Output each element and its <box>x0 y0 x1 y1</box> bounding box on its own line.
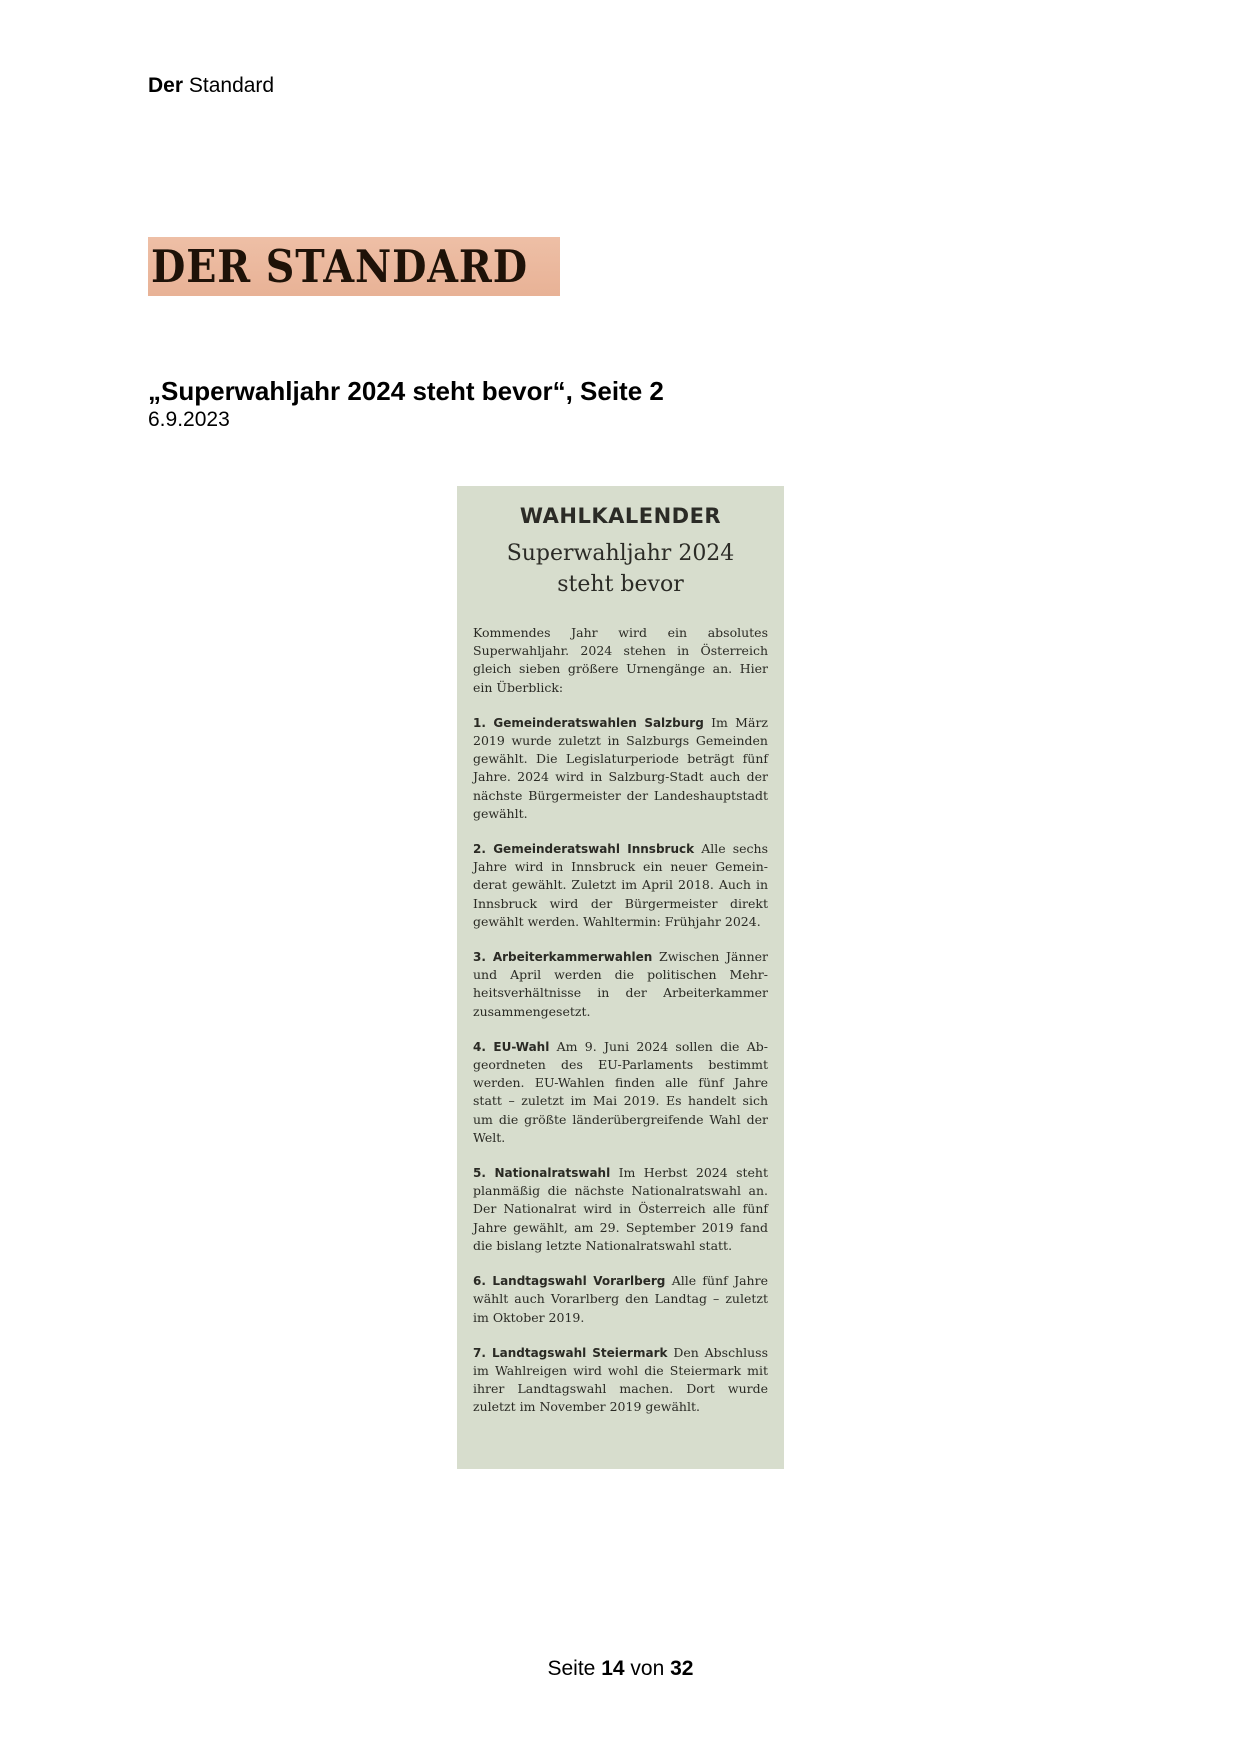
election-item-lead: 1. Gemeinderatswahlen Salzburg <box>473 715 704 730</box>
footer-middle: von <box>630 1657 665 1680</box>
election-item <box>473 1344 768 1417</box>
source-header <box>148 74 274 98</box>
election-item <box>473 948 768 1021</box>
election-item-lead: 4. EU-Wahl <box>473 1039 550 1054</box>
election-item-lead: 7. Landtagswahl Steiermark <box>473 1345 668 1360</box>
election-item-lead: 3. Arbeiterkammerwahlen <box>473 950 653 965</box>
article-title: „Superwahljahr 2024 steht bevor“, Seite 2 <box>148 376 664 406</box>
election-item-text: Im Herbst 2024 steht planmäßig die nächste Nationalratswahl an. Der Nationalrat wird in Österreich alle fünf Jahre gewählt, am 29. September 2019 fand die bislang letzte Nationalratswahl statt. <box>473 1165 768 1253</box>
election-item <box>473 714 768 823</box>
clipping-intro: Kommendes Jahr wird ein absolutes Superwahljahr. 2024 stehen in Österreich gleich sieben größere Urnengänge an. Hier ein Überblick: <box>473 625 768 695</box>
election-item <box>473 840 768 931</box>
election-item-text: Im März 2019 wurde zuletzt in Salzburgs Gemeinden gewählt. Die Legislaturperiode beträgt fünf Jahre. 2024 wird in Salzburg-Stadt auch der nächste Bürgermeister der Landeshauptstadt gewählt. <box>473 714 768 821</box>
footer-prefix: Seite <box>547 1657 596 1680</box>
election-item <box>473 1038 768 1147</box>
election-item-text: Alle sechs Jahre wird in Innsbruck ein neuer Gemeinderat gewählt. Zuletzt im April 2018. Auch in Innsbruck wird der Bürgermeister direkt gewählt werden. Wahltermin: Frühjahr 2024. <box>473 841 768 929</box>
election-item <box>473 1164 768 1255</box>
clipping-headline-line1: Superwahljahr 2024 <box>506 541 735 566</box>
source-name-bold: Der <box>148 74 184 97</box>
clipping-headline-line2: steht bevor <box>557 572 684 597</box>
clipping-kicker: WAHLKALENDER <box>519 504 722 528</box>
election-item-lead: 6. Landtagswahl Vorarlberg <box>473 1274 666 1289</box>
newspaper-clipping <box>457 486 784 1469</box>
footer-page-number: 14 <box>601 1657 625 1680</box>
election-item-lead: 2. Gemeinderatswahl Innsbruck <box>473 842 695 857</box>
election-item-text: Den Abschluss im Wahlreigen wird wohl die Steiermark mit ihrer Landtagswahl machen. Dort wurde zuletzt im November 2019 gewählt. <box>473 1344 768 1415</box>
election-item-text: Zwischen Jänner und April werden die politischen Mehrheitsverhältnisse in der Arbeiterkammer zusammengesetzt. <box>473 949 768 1019</box>
source-name-rest: Standard <box>188 74 275 97</box>
election-item-lead: 5. Nationalratswahl <box>473 1166 611 1181</box>
article-date: 6.9.2023 <box>148 408 230 431</box>
election-item <box>473 1272 768 1327</box>
newspaper-logo <box>148 237 560 296</box>
newspaper-logo-text: DER STANDARD <box>151 240 528 293</box>
clipping-headline <box>473 538 768 600</box>
election-item-text: Am 9. Juni 2024 sollen die Abgeordneten des EU-Parlaments bestimmt werden. EU-Wahlen finden alle fünf Jahre statt – zuletzt im Mai 2019. Es handelt sich um die größte länderübergreifende Wahl der Welt. <box>473 1038 768 1145</box>
page-footer <box>0 1657 1241 1681</box>
election-item-text: Alle fünf Jahre wählt auch Vorarlberg den Landtag – zuletzt im Oktober 2019. <box>473 1273 768 1325</box>
footer-page-total: 32 <box>670 1657 694 1680</box>
